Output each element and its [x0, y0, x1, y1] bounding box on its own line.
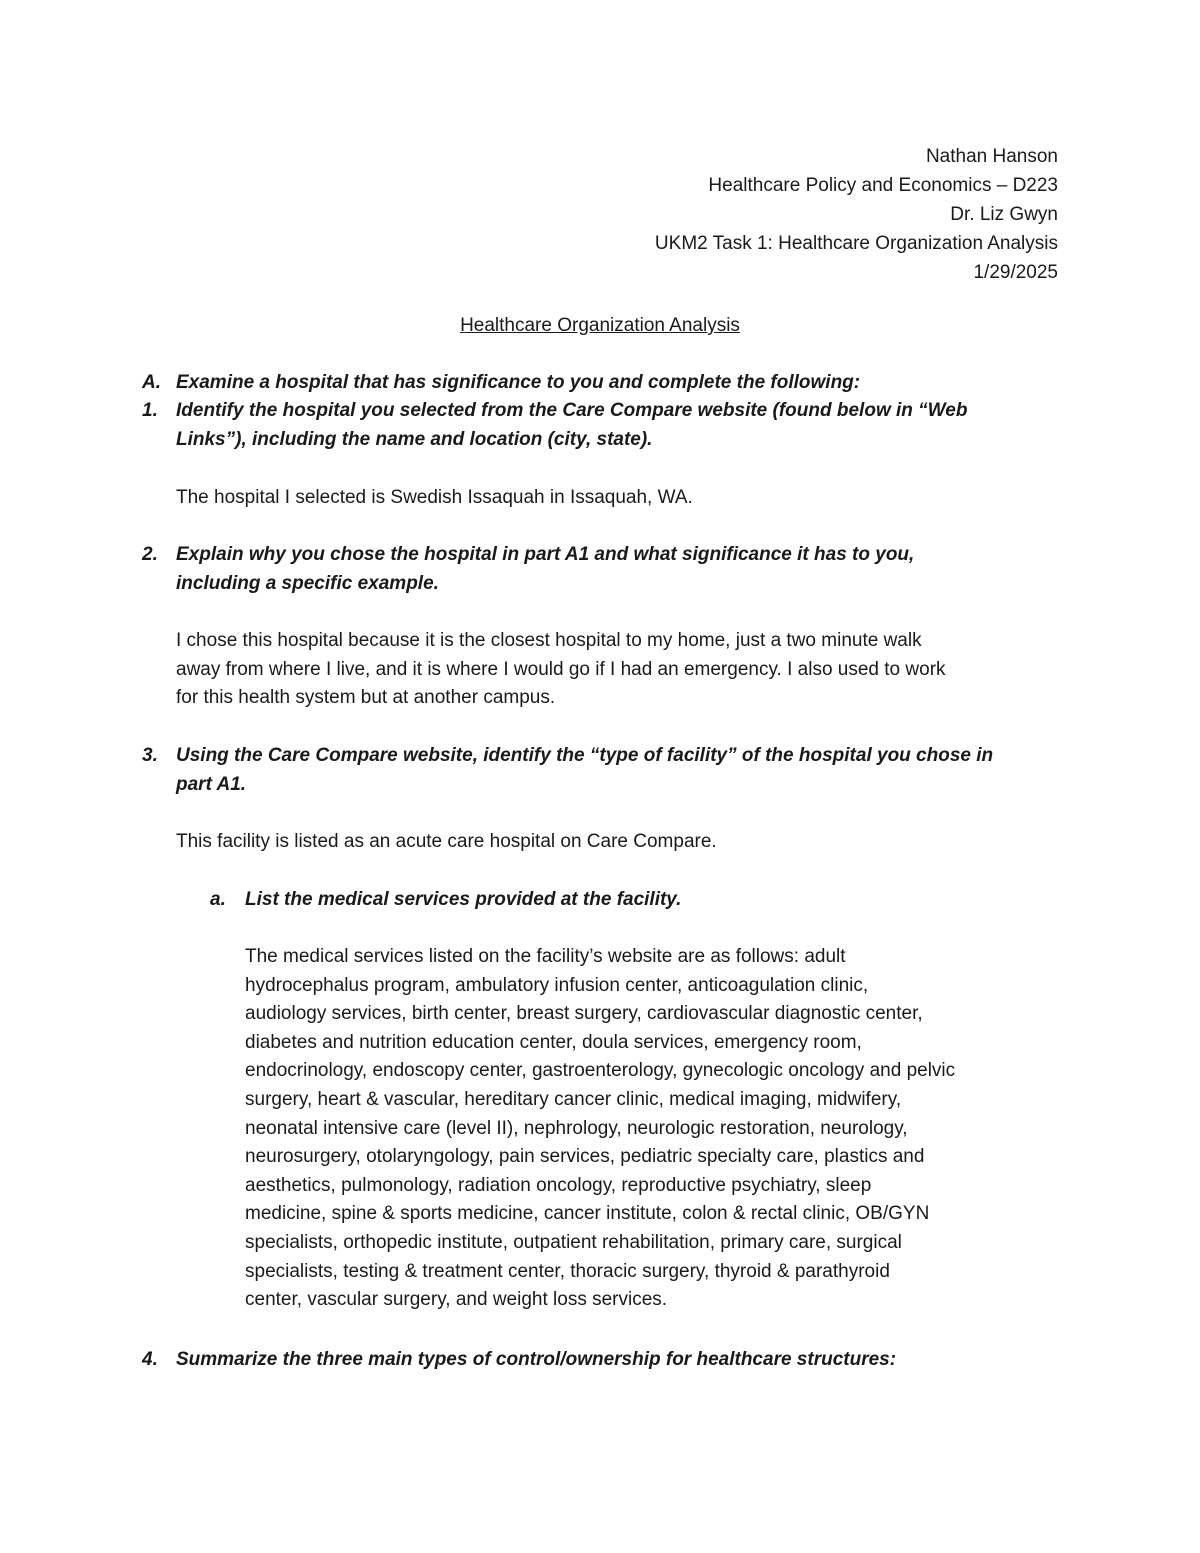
q3a-answer-line: medicine, spine & sports medicine, cancer institute, colon & rectal clinic, OB/GYN — [245, 1203, 930, 1225]
q1-prompt-line: Links”), including the name and location (city, state). — [176, 428, 653, 450]
header-block — [655, 142, 1058, 287]
q3a-answer-line: audiology services, birth center, breast surgery, cardiovascular diagnostic center, — [245, 1003, 923, 1025]
q3a-answer-line: neonatal intensive care (level II), nephrology, neurologic restoration, neurology, — [245, 1117, 908, 1139]
instructor-name: Dr. Liz Gwyn — [950, 204, 1058, 225]
q1-answer — [176, 484, 693, 513]
q3a-prompt — [245, 886, 681, 915]
q3-prompt — [176, 742, 993, 799]
q2-answer-line: I chose this hospital because it is the closest hospital to my home, just a two minute walk — [176, 630, 922, 651]
q3a-answer-line: hydrocephalus program, ambulatory infusion center, anticoagulation clinic, — [245, 974, 869, 996]
q2-answer — [176, 627, 946, 713]
q3a-answer-line: specialists, testing & treatment center, thoracic surgery, thyroid & parathyroid — [245, 1260, 890, 1282]
course-name: Healthcare Policy and Economics – D223 — [708, 175, 1058, 196]
q3-answer-line: This facility is listed as an acute care hospital on Care Compare. — [176, 831, 717, 852]
q3a-prompt-line: List the medical services provided at the facility. — [245, 889, 682, 910]
q1-answer-line: The hospital I selected is Swedish Issaquah in Issaquah, WA. — [176, 487, 693, 508]
q2-marker: 2. — [142, 544, 158, 565]
date: 1/29/2025 — [973, 262, 1058, 283]
q3a-answer-line: aesthetics, pulmonology, radiation oncology, reproductive psychiatry, sleep — [245, 1174, 872, 1196]
task-name: UKM2 Task 1: Healthcare Organization Analysis — [654, 233, 1058, 254]
author-name: Nathan Hanson — [925, 146, 1058, 167]
section-a-marker: A. — [142, 372, 161, 393]
q3-prompt-line: part A1. — [176, 773, 247, 795]
q3a-answer-line: endocrinology, endoscopy center, gastroenterology, gynecologic oncology and pelvic — [245, 1060, 956, 1082]
section-a-prompt — [176, 369, 860, 398]
q3a-answer-line: diabetes and nutrition education center, doula services, emergency room, — [245, 1031, 862, 1053]
q3a-answer-line: The medical services listed on the facility’s website are as follows: adult — [245, 946, 846, 967]
q3-marker: 3. — [142, 745, 158, 766]
q1-marker: 1. — [142, 400, 158, 421]
q4-prompt-line: Summarize the three main types of control/ownership for healthcare structures: — [176, 1349, 897, 1370]
q3a-answer-line: neurosurgery, otolaryngology, pain services, pediatric specialty care, plastics and — [245, 1146, 925, 1168]
q3a-answer — [245, 943, 955, 1315]
q3a-answer-line: surgery, heart & vascular, hereditary cancer clinic, medical imaging, midwifery, — [245, 1088, 902, 1110]
q3-prompt-line: Using the Care Compare website, identify the “type of facility” of the hospital you chose in — [176, 745, 994, 766]
section-a-prompt-line: Examine a hospital that has significance to you and complete the following: — [176, 372, 861, 393]
q1-prompt-line: Identify the hospital you selected from the Care Compare website (found below in “Web — [176, 400, 968, 421]
q2-answer-line: for this health system but at another campus. — [176, 687, 556, 709]
q4-prompt — [176, 1346, 896, 1375]
page-title: Healthcare Organization Analysis — [460, 315, 740, 336]
q3a-answer-line: specialists, orthopedic institute, outpatient rehabilitation, primary care, surgical — [245, 1231, 902, 1253]
q2-prompt-line: including a specific example. — [176, 572, 439, 594]
q3a-marker: a. — [210, 889, 226, 910]
q1-prompt — [176, 397, 967, 454]
q3a-answer-line: center, vascular surgery, and weight loss services. — [245, 1289, 668, 1311]
q2-prompt-line: Explain why you chose the hospital in part A1 and what significance it has to you, — [176, 544, 915, 565]
q2-answer-line: away from where I live, and it is where I would go if I had an emergency. I also used to work — [176, 658, 946, 680]
q2-prompt — [176, 541, 914, 598]
q4-marker: 4. — [142, 1349, 158, 1370]
q3-answer — [176, 828, 717, 857]
